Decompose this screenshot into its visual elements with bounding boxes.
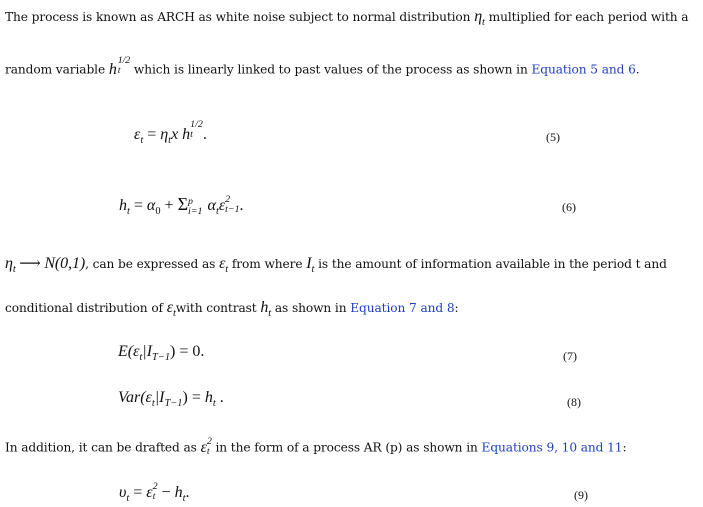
text: which is linearly linked to past values of the process as shown in <box>133 62 528 77</box>
equation-9: $\upsilon_t = \varepsilon$ 2 t − $h_t$. <box>119 481 190 505</box>
equation-number-5: (5) <box>546 130 560 144</box>
equation-7: $E(\varepsilon_t|I_{T-1}) = 0$. <box>118 343 205 364</box>
paragraph-1-line-2: random variable h 1/2 t which is linearly linked to past values of the process as shown in Equation 5 and 6. <box>5 55 640 78</box>
h-symbol: h 1/2 t <box>108 55 131 78</box>
paragraph-1-line-1 <box>5 8 689 29</box>
equation-number-8: (8) <box>567 395 581 409</box>
equation-number-9: (9) <box>574 488 588 502</box>
equation-5: $\varepsilon_t = \eta_tx$ h 1/2 t . <box>134 119 207 147</box>
equation-number-7: (7) <box>563 349 577 363</box>
paragraph-2-line-2: conditional distribution of $\varepsilon_twith$ contrast $h_t$ as shown in Equation 7 and 8: <box>5 299 459 320</box>
equation-link-7-8[interactable]: Equation 7 and 8 <box>350 301 455 315</box>
equation-6: $h_t = \alpha_0 + \Sigma$ p i=1 $\alpha_t\varepsilon$ 2 t−1 . <box>119 194 244 218</box>
equation-number-6: (6) <box>562 200 576 214</box>
equation-link-5-6[interactable]: Equation 5 and 6 <box>531 62 636 77</box>
text: random variable <box>5 62 106 77</box>
text: The process is known as ARCH as white noise subject to normal distribution <box>5 10 471 24</box>
paragraph-2-line-1: $\eta_t$ ⟶ N(0,1), can be expressed as $\varepsilon_t$ from where $I_t$ is the amount of information available in the period t and <box>5 255 667 276</box>
paragraph-3: In addition, it can be drafted as ε 2 t in the form of a process AR (p) as shown in Equations 9, 10 and 11: <box>5 436 627 457</box>
equation-8: $Var(\varepsilon_t|I_{T-1}) = h_t$ . <box>118 389 224 410</box>
equation-link-9-10-11[interactable]: Equations 9, 10 and 11 <box>481 440 623 455</box>
eta-symbol: $\eta_t$ <box>474 8 485 29</box>
text: multiplied for each period with a <box>488 10 689 24</box>
